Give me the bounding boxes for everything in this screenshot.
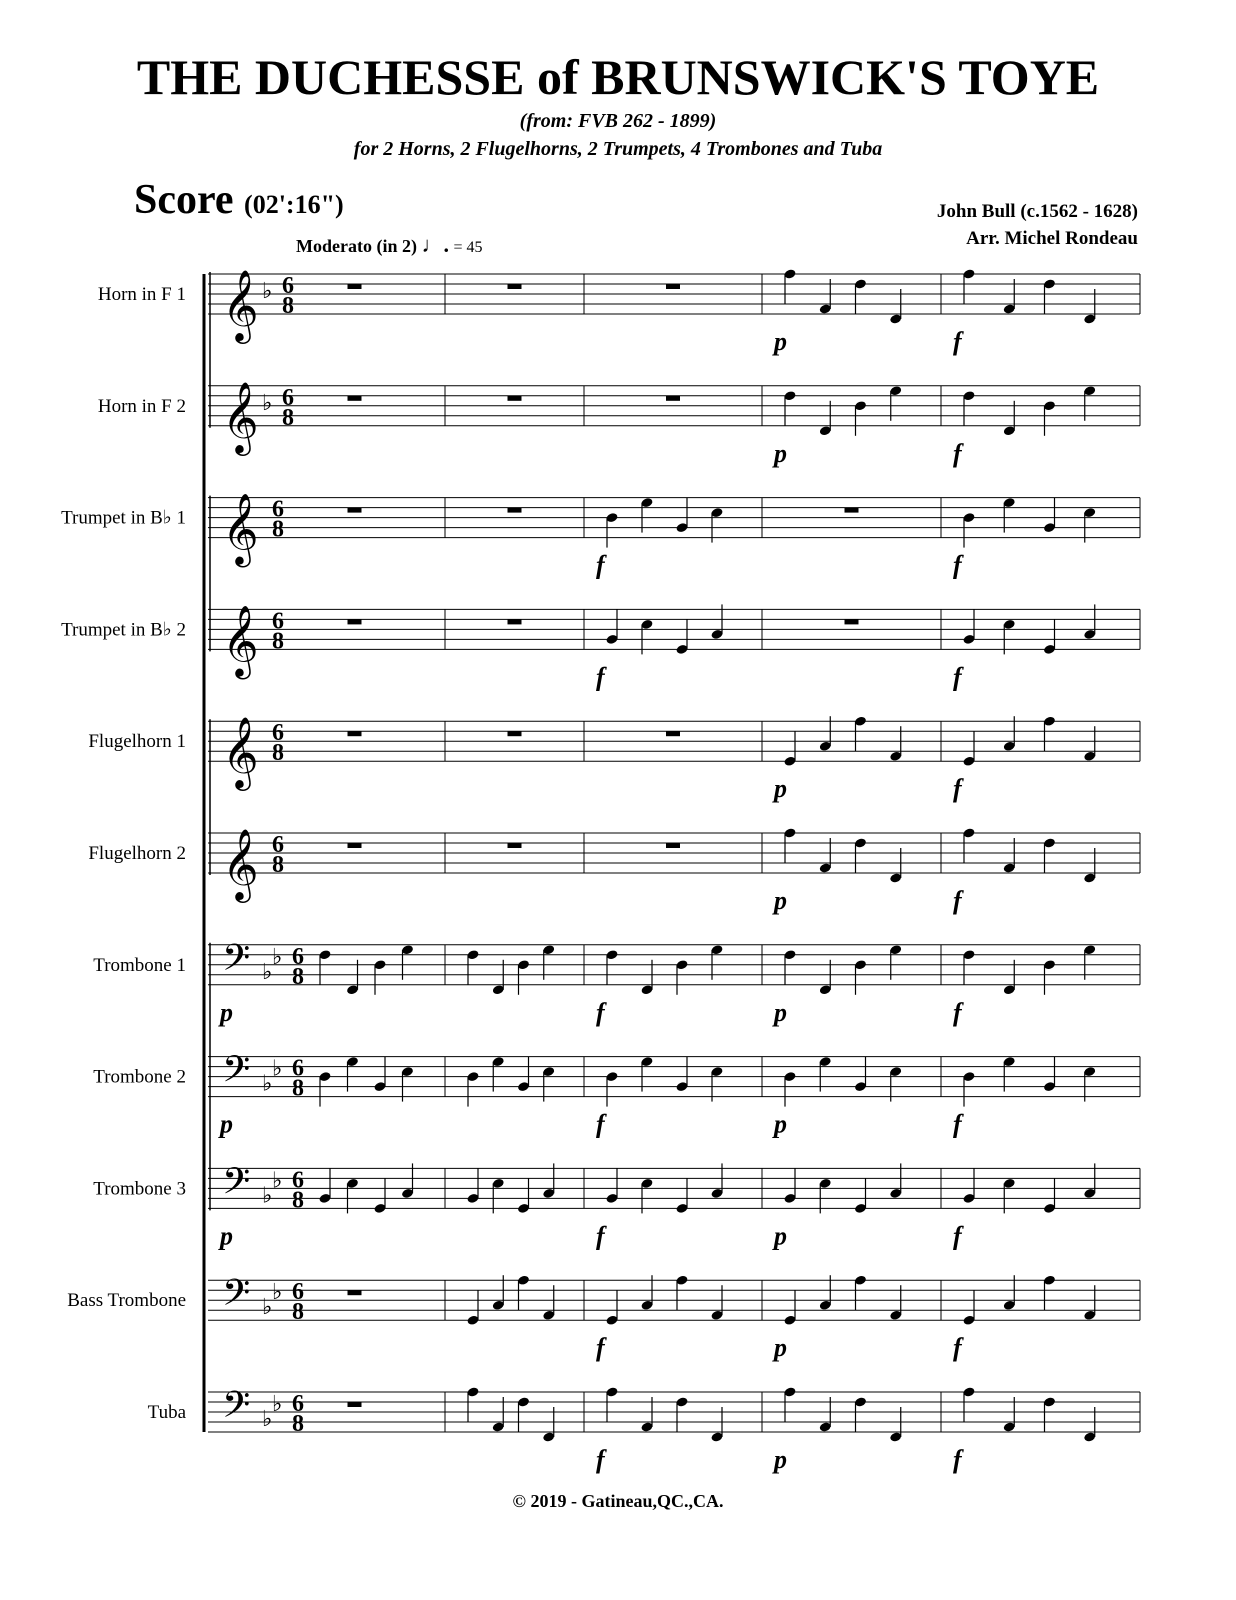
flat-icon: ♭ xyxy=(262,1183,273,1209)
whole-rest-icon xyxy=(508,508,522,513)
whole-rest-icon xyxy=(348,731,362,736)
tempo-text: Moderato (in 2) xyxy=(296,236,417,256)
whole-rest-icon xyxy=(666,396,680,401)
time-signature-numerator: 6 xyxy=(272,496,284,523)
treble-clef-icon: 𝄞 xyxy=(222,491,259,565)
whole-rest-icon xyxy=(348,1290,362,1295)
time-signature-denominator: 8 xyxy=(272,516,284,543)
dynamic-marking: p xyxy=(774,327,787,356)
flat-icon: ♭ xyxy=(272,1168,283,1194)
time-signature-numerator: 6 xyxy=(272,608,284,635)
time-signature-numerator: 6 xyxy=(292,943,304,970)
whole-rest-icon xyxy=(845,508,859,513)
staff-label: Trumpet in B♭ 2 xyxy=(61,619,186,641)
flat-icon: ♭ xyxy=(272,1280,283,1306)
dynamic-marking: p xyxy=(774,886,787,915)
composer: John Bull (c.1562 - 1628) xyxy=(936,201,1138,222)
whole-rest-icon xyxy=(348,508,362,513)
copyright: © 2019 - Gatineau,QC.,CA. xyxy=(512,1491,724,1511)
whole-rest-icon xyxy=(348,396,362,401)
treble-clef-icon: 𝄞 xyxy=(222,268,259,341)
bass-clef-icon: 𝄢 xyxy=(222,1160,251,1212)
whole-rest-icon xyxy=(348,843,362,848)
whole-rest-icon xyxy=(666,843,680,848)
time-signature-numerator: 6 xyxy=(292,1055,304,1082)
time-signature-denominator: 8 xyxy=(292,1187,304,1214)
time-signature-denominator: 8 xyxy=(292,1299,304,1326)
dynamic-marking: f xyxy=(596,1333,605,1363)
treble-clef-icon: 𝄞 xyxy=(222,827,259,900)
dynamic-marking: f xyxy=(953,662,962,692)
whole-rest-icon xyxy=(845,619,859,624)
treble-clef-icon: 𝄞 xyxy=(222,715,259,789)
dynamic-marking: p xyxy=(774,774,787,804)
flat-icon: ♭ xyxy=(262,1407,273,1432)
flat-icon: ♭ xyxy=(262,1295,273,1321)
time-signature-denominator: 8 xyxy=(282,404,294,431)
dynamic-marking: f xyxy=(953,550,962,580)
duration: (02':16") xyxy=(244,190,344,219)
time-signature-denominator: 8 xyxy=(272,628,284,655)
staff-label: Trombone 3 xyxy=(93,1178,186,1200)
staff-label: Flugelhorn 1 xyxy=(88,731,186,753)
dynamic-marking: f xyxy=(953,774,962,804)
time-signature-denominator: 8 xyxy=(282,293,294,319)
dynamic-marking: f xyxy=(596,997,605,1027)
whole-rest-icon xyxy=(348,1402,362,1407)
dynamic-marking: f xyxy=(953,1221,962,1251)
staff-label: Trombone 2 xyxy=(93,1066,186,1088)
time-signature-denominator: 8 xyxy=(272,852,284,878)
dynamic-marking: f xyxy=(953,997,962,1027)
flat-icon: ♭ xyxy=(262,1071,273,1097)
bass-clef-icon: 𝄢 xyxy=(222,1272,251,1324)
arranger: Arr. Michel Rondeau xyxy=(966,228,1138,249)
staff-label: Horn in F 2 xyxy=(97,395,186,417)
dynamic-marking: p xyxy=(220,1109,233,1139)
dynamic-marking: f xyxy=(953,327,962,356)
instrumentation-note: for 2 Horns, 2 Flugelhorns, 2 Trumpets, 4 Trombones and Tuba xyxy=(353,138,883,160)
whole-rest-icon xyxy=(666,731,680,736)
dynamic-marking: p xyxy=(774,1445,787,1474)
bass-clef-icon: 𝄢 xyxy=(222,1384,251,1435)
dynamic-marking: p xyxy=(220,997,233,1027)
time-signature-numerator: 6 xyxy=(272,832,284,858)
score-label: Score xyxy=(134,177,234,223)
staff-label: Tuba xyxy=(147,1402,186,1423)
whole-rest-icon xyxy=(508,284,522,289)
time-signature-numerator: 6 xyxy=(272,720,284,747)
dynamic-marking: p xyxy=(774,997,787,1027)
staff-label: Flugelhorn 2 xyxy=(88,843,186,864)
whole-rest-icon xyxy=(508,619,522,624)
flat-icon: ♭ xyxy=(272,944,283,970)
whole-rest-icon xyxy=(666,284,680,289)
whole-rest-icon xyxy=(508,396,522,401)
staff-label: Trombone 1 xyxy=(93,954,186,976)
dynamic-marking: f xyxy=(953,1109,962,1139)
staff-label: Horn in F 1 xyxy=(97,284,186,305)
dynamic-marking: p xyxy=(220,1221,233,1251)
time-signature-denominator: 8 xyxy=(272,740,284,767)
dynamic-marking: p xyxy=(774,1333,787,1363)
time-signature-denominator: 8 xyxy=(292,1075,304,1102)
whole-rest-icon xyxy=(348,619,362,624)
flat-icon: ♭ xyxy=(262,390,273,416)
whole-rest-icon xyxy=(508,843,522,848)
time-signature-numerator: 6 xyxy=(292,1391,304,1417)
dynamic-marking: f xyxy=(596,550,605,580)
time-signature-numerator: 6 xyxy=(282,273,294,299)
dynamic-marking: f xyxy=(596,1109,605,1139)
whole-rest-icon xyxy=(508,731,522,736)
time-signature-numerator: 6 xyxy=(292,1279,304,1306)
bass-clef-icon: 𝄢 xyxy=(222,1048,251,1100)
time-signature-denominator: 8 xyxy=(292,1411,304,1437)
dynamic-marking: f xyxy=(953,438,962,468)
staff-label: Bass Trombone xyxy=(67,1290,186,1312)
dynamic-marking: p xyxy=(774,438,787,468)
flat-icon: ♭ xyxy=(272,1056,283,1082)
dynamic-marking: p xyxy=(774,1109,787,1139)
piece-title: THE DUCHESSE of BRUNSWICK'S TOYE xyxy=(136,49,1100,105)
staff-label: Trumpet in B♭ 1 xyxy=(61,507,186,529)
treble-clef-icon: 𝄞 xyxy=(222,379,259,453)
dotted-quarter-note-icon: ♩. xyxy=(421,232,449,257)
flat-icon: ♭ xyxy=(272,1392,283,1417)
time-signature-denominator: 8 xyxy=(292,963,304,990)
flat-icon: ♭ xyxy=(262,279,273,304)
whole-rest-icon xyxy=(348,284,362,289)
time-signature-numerator: 6 xyxy=(282,384,294,411)
dynamic-marking: f xyxy=(596,662,605,692)
tempo-value: = 45 xyxy=(453,239,483,256)
source-note: (from: FVB 262 - 1899) xyxy=(519,110,717,132)
dynamic-marking: f xyxy=(953,886,962,915)
flat-icon: ♭ xyxy=(262,959,273,985)
dynamic-marking: f xyxy=(953,1445,962,1474)
dynamic-marking: f xyxy=(953,1333,962,1363)
treble-clef-icon: 𝄞 xyxy=(222,603,259,677)
dynamic-marking: f xyxy=(596,1221,605,1251)
bass-clef-icon: 𝄢 xyxy=(222,936,251,988)
dynamic-marking: p xyxy=(774,1221,787,1251)
dynamic-marking: f xyxy=(596,1445,605,1474)
time-signature-numerator: 6 xyxy=(292,1167,304,1194)
